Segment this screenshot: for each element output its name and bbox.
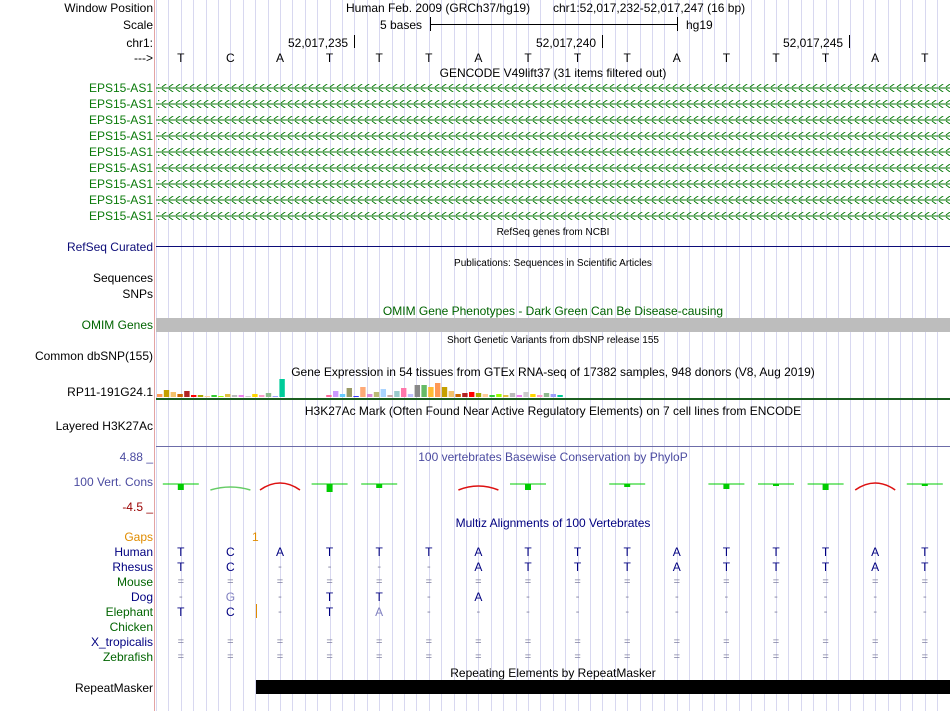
- alignment-base: -: [426, 606, 431, 618]
- alignment-base: A: [474, 545, 483, 559]
- alignment-base: T: [524, 545, 532, 559]
- alignment-base: =: [227, 576, 234, 588]
- alignment-base: -: [526, 591, 530, 603]
- alignment-base: A: [672, 545, 681, 559]
- omim-label[interactable]: OMIM Genes: [81, 318, 153, 332]
- repeatmasker-track-title: Repeating Elements by RepeatMasker: [450, 666, 656, 680]
- alignment-base: -: [724, 591, 729, 603]
- reference-base: T: [177, 51, 185, 65]
- alignment-base: =: [772, 636, 780, 648]
- phylop-positive-bar[interactable]: [773, 484, 779, 486]
- alignment-base: =: [375, 651, 383, 663]
- alignment-base: T: [623, 560, 631, 574]
- alignment-base: =: [574, 651, 581, 663]
- reference-base: T: [573, 51, 582, 65]
- alignment-base: =: [623, 576, 631, 588]
- alignment-base: T: [573, 560, 582, 574]
- alignment-base: T: [921, 560, 929, 574]
- alignment-base: T: [524, 560, 532, 574]
- species-label[interactable]: Chicken: [109, 620, 153, 634]
- alignment-base: =: [772, 576, 780, 588]
- gencode-item-label[interactable]: EPS15-AS1: [88, 209, 153, 223]
- refseq-label[interactable]: RefSeq Curated: [66, 240, 153, 254]
- alignment-base: =: [623, 651, 631, 663]
- gencode-item-label[interactable]: EPS15-AS1: [88, 129, 153, 143]
- alignment-base: -: [823, 591, 828, 603]
- phylop-negative-arc[interactable]: [458, 486, 498, 490]
- reference-base: A: [474, 51, 483, 65]
- gaps-label: Gaps: [124, 530, 153, 544]
- alignment-base: =: [375, 636, 383, 648]
- species-label[interactable]: Zebrafish: [102, 650, 153, 664]
- gencode-track-title: GENCODE V49lift37 (31 items filtered out): [439, 66, 667, 80]
- alignment-base: =: [475, 576, 482, 588]
- omim-track-title: OMIM Gene Phenotypes - Dark Green Can Be Disease-causing: [382, 304, 724, 318]
- alignment-base: T: [325, 605, 334, 619]
- alignment-base: -: [922, 591, 927, 603]
- assembly-name: Human Feb. 2009 (GRCh37/hg19): [346, 1, 531, 15]
- reference-base: T: [821, 51, 830, 65]
- alignment-base: -: [426, 591, 431, 603]
- species-label[interactable]: Mouse: [116, 575, 153, 589]
- alignment-base: T: [177, 545, 185, 559]
- alignment-base: =: [623, 636, 631, 648]
- window-position-label: Window Position: [64, 1, 153, 15]
- alignment-base: =: [574, 576, 581, 588]
- phylop-min: -4.5 _: [122, 500, 153, 514]
- coord-label: 52,017,245: [783, 36, 844, 50]
- alignment-base: -: [774, 591, 778, 603]
- alignment-base: T: [623, 545, 631, 559]
- gencode-item-label[interactable]: EPS15-AS1: [88, 113, 153, 127]
- alignment-base: -: [922, 606, 927, 618]
- alignment-base: C: [226, 545, 235, 559]
- alignment-base: =: [524, 636, 532, 648]
- alignment-base: =: [177, 636, 185, 648]
- alignment-base: A: [474, 560, 483, 574]
- reference-base: A: [672, 51, 681, 65]
- phylop-positive-bar[interactable]: [327, 484, 333, 492]
- alignment-base: T: [722, 560, 731, 574]
- db-name: hg19: [686, 18, 713, 32]
- gtex-track-title: Gene Expression in 54 tissues from GTEx RNA-seq of 17382 samples, 948 donors (V8, Aug 2019): [291, 365, 815, 379]
- alignment-base: =: [276, 651, 284, 663]
- phylop-negative-arc[interactable]: [855, 483, 895, 490]
- alignment-base: =: [871, 576, 879, 588]
- alignment-base: =: [524, 651, 532, 663]
- alignment-base: C: [226, 560, 235, 574]
- alignment-base: T: [921, 545, 929, 559]
- alignment-base: -: [625, 591, 630, 603]
- alignment-base: -: [674, 591, 679, 603]
- alignment-base: =: [227, 636, 234, 648]
- phylop-positive-bar[interactable]: [624, 484, 630, 487]
- alignment-base: -: [526, 606, 530, 618]
- alignment-base: =: [871, 636, 879, 648]
- alignment-base: T: [772, 545, 780, 559]
- alignment-base: =: [822, 576, 829, 588]
- alignment-base: =: [921, 636, 929, 648]
- reference-base: C: [226, 51, 235, 65]
- alignment-base: A: [871, 545, 880, 559]
- dbsnp-label[interactable]: Common dbSNP(155): [34, 349, 153, 363]
- alignment-base: A: [275, 545, 284, 559]
- species-label[interactable]: Dog: [130, 590, 153, 604]
- gtex-label[interactable]: RP11-191G24.1: [67, 385, 153, 399]
- multiz-track-title: Multiz Alignments of 100 Vertebrates: [455, 516, 651, 530]
- alignment-base: T: [821, 560, 830, 574]
- species-label[interactable]: Rhesus: [112, 560, 153, 574]
- scale-label: Scale: [122, 18, 153, 32]
- alignment-base: A: [474, 590, 483, 604]
- alignment-base: T: [325, 545, 334, 559]
- alignment-base: =: [673, 576, 681, 588]
- coord-label: 52,017,240: [536, 36, 597, 50]
- alignment-base: -: [724, 606, 729, 618]
- publications-label-sequences[interactable]: Sequences: [92, 271, 153, 285]
- alignment-base: -: [278, 561, 282, 573]
- reference-base: T: [921, 51, 929, 65]
- gencode-item-label[interactable]: EPS15-AS1: [88, 97, 153, 111]
- alignment-base: T: [722, 545, 731, 559]
- phylop-max: 4.88 _: [119, 450, 153, 464]
- alignment-base: -: [327, 561, 332, 573]
- alignment-base: -: [476, 606, 481, 618]
- strand-label: --->: [134, 51, 153, 65]
- gaps-mark: 1: [252, 530, 259, 544]
- alignment-base: =: [227, 651, 234, 663]
- alignment-base: =: [375, 576, 383, 588]
- species-label[interactable]: X_tropicalis: [90, 635, 153, 649]
- alignment-base: =: [475, 651, 482, 663]
- reference-base: T: [772, 51, 780, 65]
- alignment-base: T: [821, 545, 830, 559]
- alignment-base: =: [276, 576, 284, 588]
- gencode-item-label[interactable]: EPS15-AS1: [88, 81, 153, 95]
- h3k27ac-track-title: H3K27Ac Mark (Often Found Near Active Regulatory Elements) on 7 cell lines from ENCODE: [304, 404, 802, 418]
- reference-base: T: [425, 51, 433, 65]
- alignment-base: =: [723, 576, 730, 588]
- alignment-base: T: [375, 545, 383, 559]
- alignment-base: -: [873, 606, 878, 618]
- alignment-base: =: [822, 651, 829, 663]
- alignment-base: =: [326, 651, 333, 663]
- alignment-base: -: [774, 606, 778, 618]
- species-label[interactable]: Elephant: [105, 605, 153, 619]
- phylop-positive-bar[interactable]: [723, 484, 729, 489]
- window-position-value: chr1:52,017,232-52,017,247 (16 bp): [553, 1, 746, 15]
- alignment-base: =: [326, 636, 333, 648]
- reference-base: A: [871, 51, 880, 65]
- alignment-base: -: [823, 606, 828, 618]
- gencode-item-label[interactable]: EPS15-AS1: [88, 193, 153, 207]
- alignment-base: =: [177, 576, 185, 588]
- alignment-base: =: [673, 651, 681, 663]
- alignment-base: G: [225, 590, 236, 604]
- alignment-base: T: [425, 545, 433, 559]
- phylop-positive-bar[interactable]: [922, 484, 928, 486]
- alignment-base: -: [625, 606, 630, 618]
- alignment-base: T: [573, 545, 582, 559]
- alignment-base: =: [326, 576, 333, 588]
- alignment-base: =: [276, 636, 284, 648]
- refseq-track-title: RefSeq genes from NCBI: [496, 227, 610, 238]
- gencode-item-label[interactable]: EPS15-AS1: [88, 145, 153, 159]
- alignment-base: A: [375, 605, 384, 619]
- alignment-base: T: [375, 590, 383, 604]
- alignment-base: -: [278, 606, 282, 618]
- scale-bar-text: 5 bases: [380, 18, 423, 32]
- alignment-base: =: [921, 651, 929, 663]
- alignment-base: =: [921, 576, 929, 588]
- reference-base: A: [275, 51, 284, 65]
- alignment-base: -: [575, 591, 580, 603]
- alignment-base: -: [674, 606, 679, 618]
- alignment-base: =: [177, 651, 185, 663]
- alignment-base: C: [226, 605, 235, 619]
- alignment-base: A: [672, 560, 681, 574]
- reference-base: T: [524, 51, 532, 65]
- alignment-base: T: [177, 605, 185, 619]
- phylop-negative-arc[interactable]: [210, 487, 250, 490]
- reference-base: T: [325, 51, 334, 65]
- phylop-positive-bar[interactable]: [376, 484, 382, 488]
- alignment-base: =: [425, 636, 433, 648]
- phylop-positive-bar[interactable]: [525, 484, 531, 490]
- phylop-negative-arc[interactable]: [260, 483, 300, 490]
- alignment-base: =: [723, 636, 730, 648]
- alignment-base: =: [871, 651, 879, 663]
- species-label[interactable]: Human: [114, 545, 153, 559]
- elephant-gap-mark: [256, 604, 257, 618]
- h3k27ac-label[interactable]: Layered H3K27Ac: [55, 419, 153, 433]
- repeatmasker-feature[interactable]: [256, 680, 950, 694]
- gencode-item-label[interactable]: EPS15-AS1: [88, 161, 153, 175]
- phylop-positive-bar[interactable]: [823, 484, 829, 490]
- reference-base: T: [375, 51, 383, 65]
- publications-track-title: Publications: Sequences in Scientific Articles: [454, 258, 652, 269]
- alignment-base: -: [377, 561, 382, 573]
- alignment-base: -: [575, 606, 580, 618]
- alignment-base: =: [723, 651, 730, 663]
- gencode-item-label[interactable]: EPS15-AS1: [88, 177, 153, 191]
- chrom-label: chr1:: [126, 36, 153, 50]
- alignment-base: -: [873, 591, 878, 603]
- alignment-base: -: [178, 591, 183, 603]
- alignment-base: T: [772, 560, 780, 574]
- alignment-base: -: [426, 561, 431, 573]
- reference-base: T: [722, 51, 731, 65]
- phylop-label[interactable]: 100 Vert. Cons: [73, 475, 153, 489]
- dbsnp-track-title: Short Genetic Variants from dbSNP release 155: [447, 335, 659, 346]
- phylop-positive-bar[interactable]: [178, 484, 184, 490]
- alignment-base: A: [871, 560, 880, 574]
- alignment-base: -: [278, 591, 282, 603]
- alignment-base: T: [325, 590, 334, 604]
- coord-label: 52,017,235: [288, 36, 349, 50]
- alignment-base: =: [673, 636, 681, 648]
- publications-label-snps[interactable]: SNPs: [122, 287, 153, 301]
- alignment-base: =: [822, 636, 829, 648]
- alignment-base: =: [574, 636, 581, 648]
- reference-base: T: [623, 51, 631, 65]
- phylop-track-title: 100 vertebrates Basewise Conservation by PhyloP: [418, 450, 688, 464]
- alignment-base: =: [475, 636, 482, 648]
- alignment-base: =: [425, 576, 433, 588]
- alignment-base: =: [772, 651, 780, 663]
- alignment-base: =: [524, 576, 532, 588]
- alignment-base: T: [177, 560, 185, 574]
- alignment-base: =: [425, 651, 433, 663]
- repeatmasker-label[interactable]: RepeatMasker: [74, 681, 153, 695]
